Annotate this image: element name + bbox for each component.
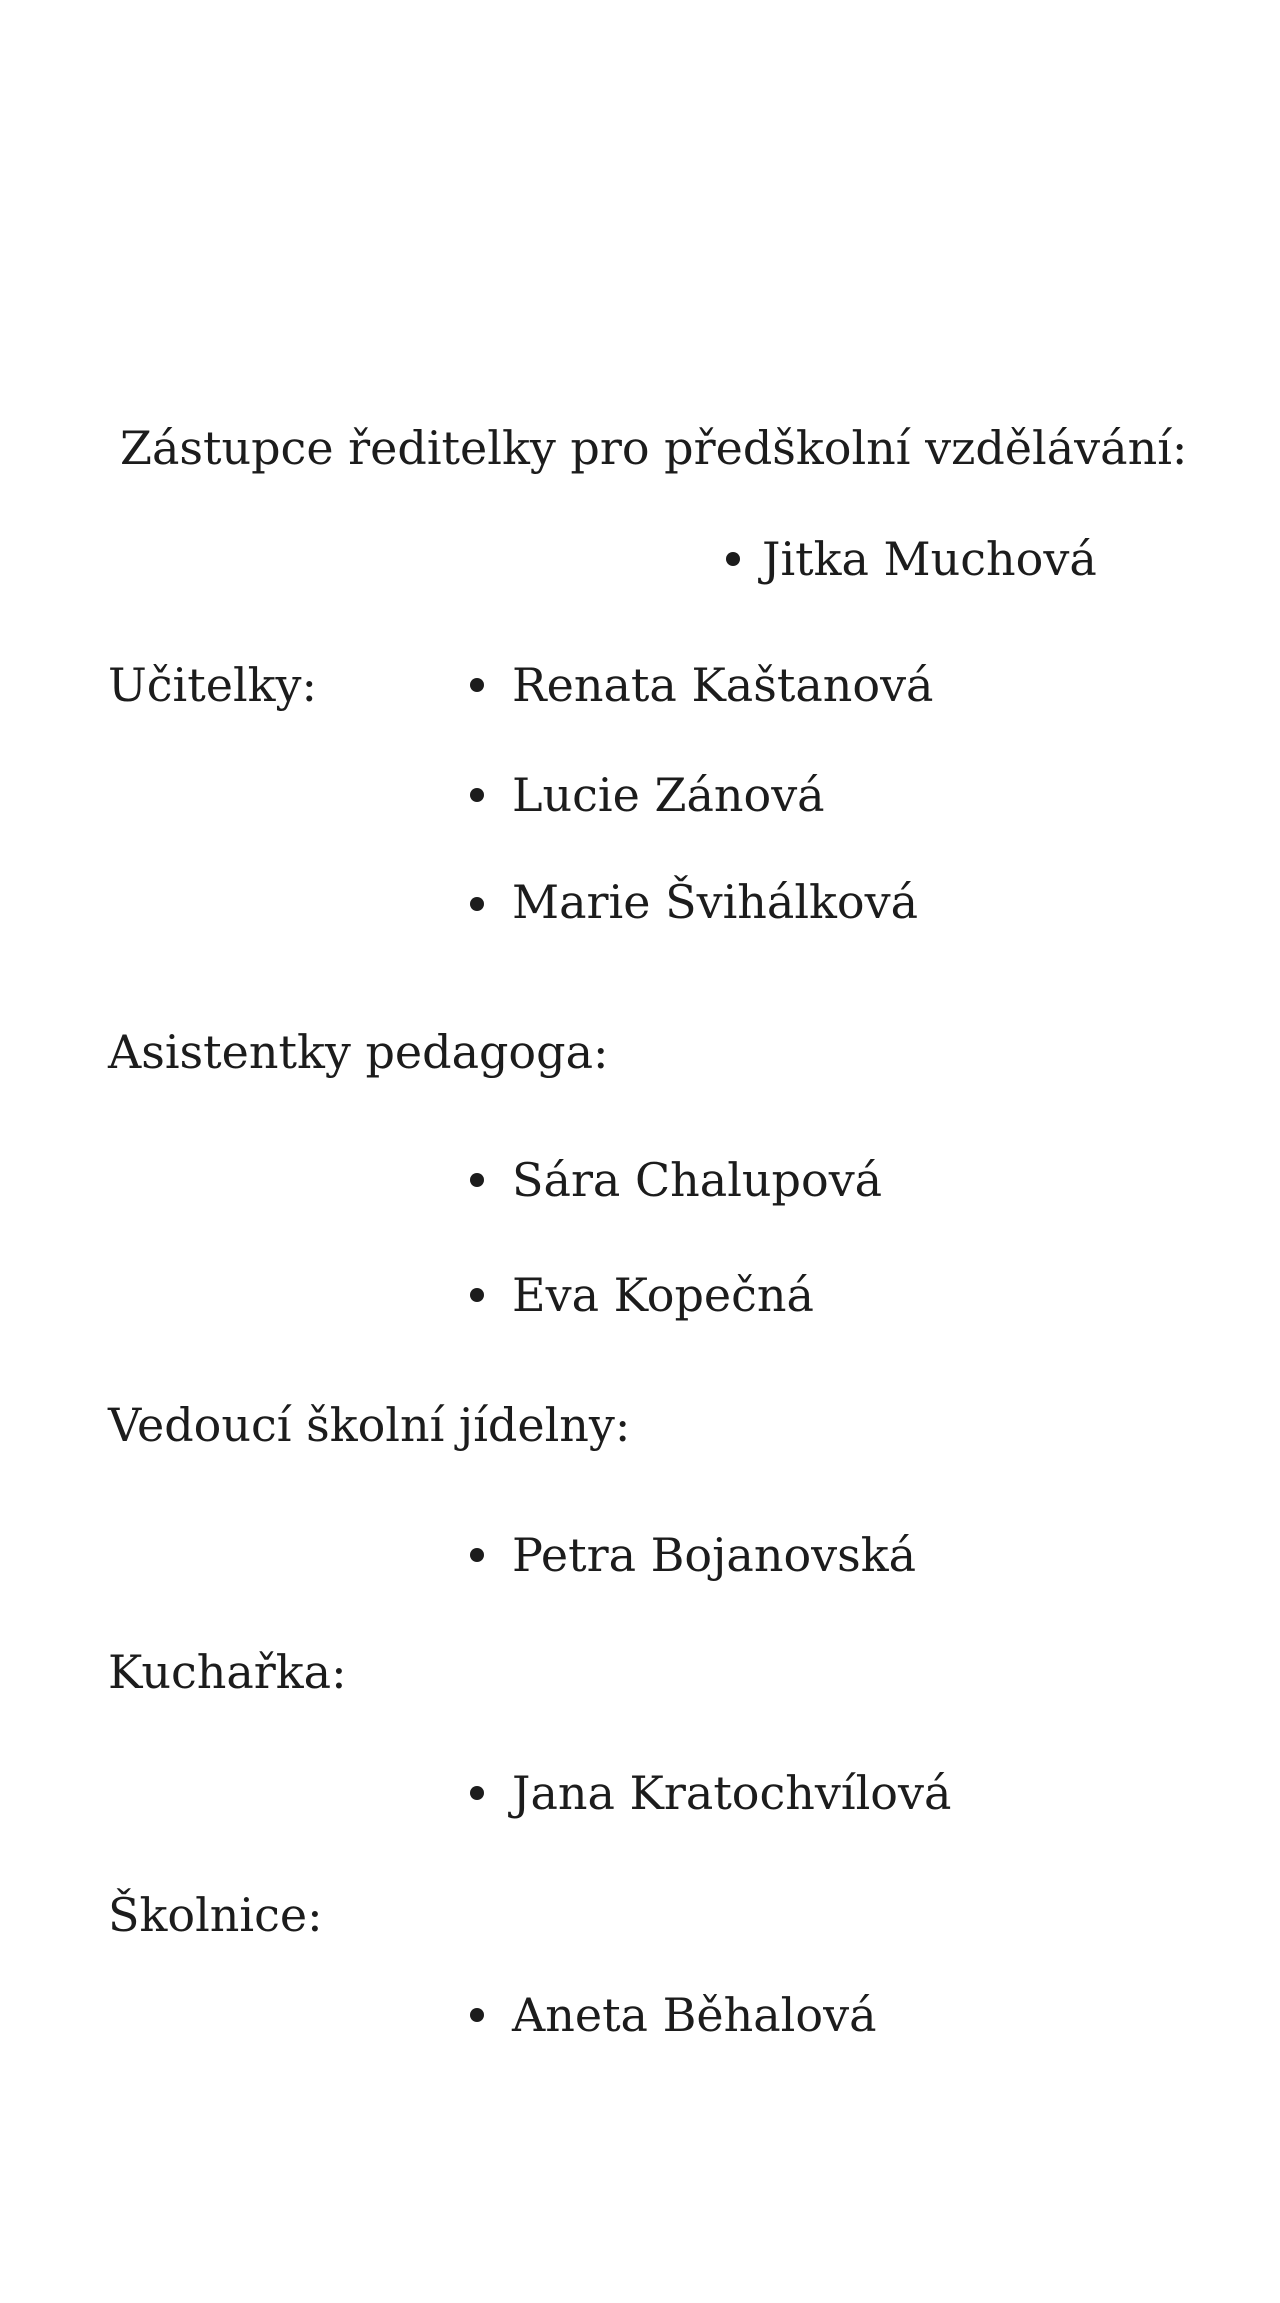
teachers-heading: Učitelky: bbox=[108, 658, 318, 712]
assistant-name: Sára Chalupová bbox=[512, 1153, 883, 1207]
cook-heading: Kuchařka: bbox=[108, 1645, 347, 1699]
deputy-heading: Zástupce ředitelky pro předškolní vzdělávání: bbox=[120, 421, 1188, 475]
teacher-name: Lucie Zánová bbox=[512, 768, 825, 822]
canteen-head-name: Petra Bojanovská bbox=[512, 1528, 917, 1582]
bullet-icon bbox=[470, 2008, 484, 2022]
bullet-icon bbox=[470, 678, 484, 692]
bullet-icon bbox=[726, 552, 740, 566]
bullet-icon bbox=[470, 897, 484, 911]
caretaker-name: Aneta Běhalová bbox=[512, 1988, 877, 2042]
bullet-icon bbox=[470, 788, 484, 802]
bullet-icon bbox=[470, 1288, 484, 1302]
assistants-heading: Asistentky pedagoga: bbox=[108, 1025, 609, 1079]
bullet-icon bbox=[470, 1786, 484, 1800]
bullet-icon bbox=[470, 1548, 484, 1562]
cook-name: Jana Kratochvílová bbox=[512, 1766, 952, 1820]
assistant-name: Eva Kopečná bbox=[512, 1268, 814, 1322]
caretaker-heading: Školnice: bbox=[108, 1888, 323, 1942]
canteen-head-heading: Vedoucí školní jídelny: bbox=[108, 1398, 631, 1452]
deputy-name: Jitka Muchová bbox=[762, 532, 1097, 586]
teacher-name: Marie Švihálková bbox=[512, 875, 919, 929]
teacher-name: Renata Kaštanová bbox=[512, 658, 934, 712]
bullet-icon bbox=[470, 1173, 484, 1187]
